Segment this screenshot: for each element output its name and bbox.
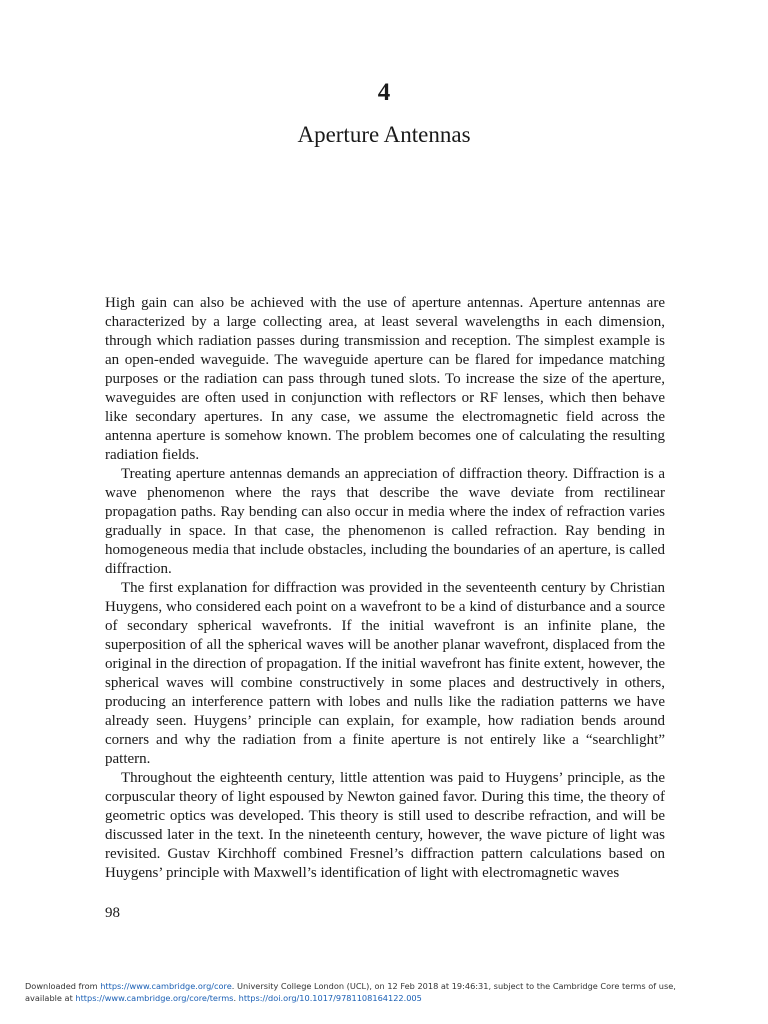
paragraph: High gain can also be achieved with the use of aperture antennas. Aperture antennas are characterized by a large collecting area, at least several wavelengths in each dimension, through which radiation passes during transmission and reception. The simplest example is an open-ended waveguide. The waveguide aperture can be flared for impedance matching purposes or the radiation can pass through tuned slots. To increase the size of the aperture, waveguides are often used in conjunction with reflectors or RF lenses, which then behave like secondary apertures. In any case, we assume the electromagnetic field across the antenna aperture is somehow known. The problem becomes one of calculating the resulting radiation fields. — [105, 295, 665, 463]
page-number: 98 — [105, 905, 120, 921]
download-footer — [25, 980, 755, 1004]
terms-link[interactable]: https://www.cambridge.org/core/terms — [75, 993, 234, 1003]
footer-middle: . University College London (UCL), on 12 Feb 2018 at 19:46:31, subject to the Cambridge Core terms of use, — [231, 981, 676, 991]
footer-line2-prefix: available at — [25, 993, 76, 1003]
footer-separator: . — [233, 993, 239, 1003]
doi-link[interactable]: https://doi.org/10.1017/9781108164122.005 — [238, 993, 422, 1003]
paragraph: Treating aperture antennas demands an appreciation of diffraction theory. Diffraction is a wave phenomenon where the rays that describe the wave deviate from rectilinear propagation paths. Ray bending can also occur in media where the index of refraction varies gradually in space. In that case, the phenomenon is called refraction. Ray bending in homogeneous media that include obstacles, including the boundaries of an aperture, is called diffraction. — [105, 466, 665, 577]
footer-line-1 — [25, 980, 755, 992]
body-text — [105, 294, 665, 883]
chapter-number: 4 — [377, 79, 391, 106]
chapter-title: Aperture Antennas — [297, 122, 471, 147]
footer-prefix: Downloaded from — [25, 981, 101, 991]
paragraph: Throughout the eighteenth century, little attention was paid to Huygens’ principle, as the corpuscular theory of light espoused by Newton gained favor. During this time, the theory of geometric optics was developed. This theory is still used to describe refraction, and will be discussed later in the text. In the nineteenth century, however, the wave picture of light was revisited. Gustav Kirchhoff combined Fresnel’s diffraction pattern calculations based on Huygens’ principle with Maxwell’s identification of light with electromagnetic waves — [105, 770, 665, 881]
footer-line-2 — [25, 992, 755, 1004]
cambridge-core-link[interactable]: https://www.cambridge.org/core — [100, 981, 232, 991]
paragraph: The first explanation for diffraction was provided in the seventeenth century by Christian Huygens, who considered each point on a wavefront to be a kind of disturbance and a source of secondary spherical wavefronts. If the initial wavefront is an infinite plane, the superposition of all the spherical waves will be another planar wavefront, displaced from the original in the direction of propagation. If the initial wavefront has finite extent, however, the spherical waves will combine constructively in some places and destructively in others, producing an interference pattern with lobes and nulls like the radiation patterns we have already seen. Huygens’ principle can explain, for example, how radiation bends around corners and why the radiation from a finite aperture is not entirely like a “searchlight” pattern. — [105, 580, 665, 767]
